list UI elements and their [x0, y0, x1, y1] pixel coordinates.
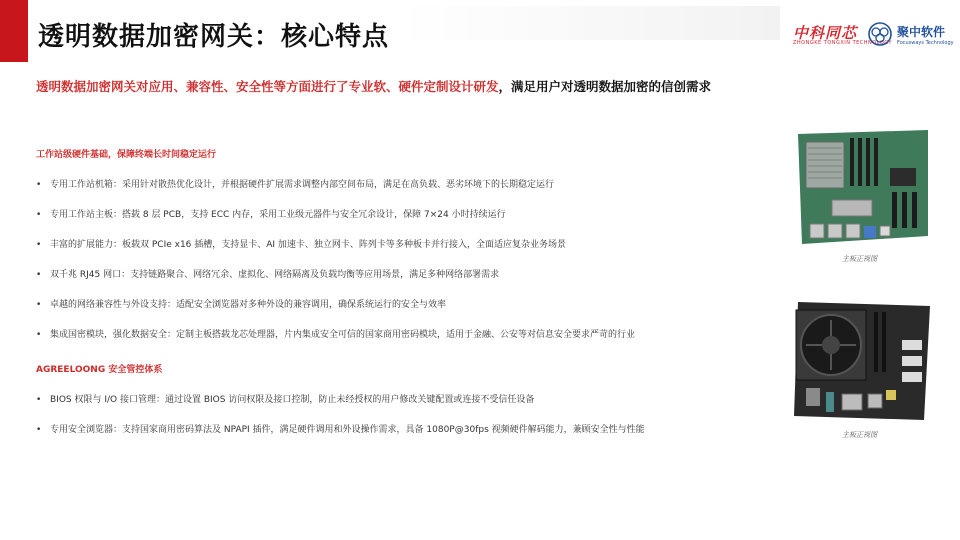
list-item: • 专用工作站机箱：采用针对散热优化设计，并根据硬件扩展需求调整内部空间布局，满足在高负载、恶劣环境下的长期稳定运行: [36, 180, 555, 190]
list-item: • BIOS 权限与 I/O 接口管理：通过设置 BIOS 访问权限及接口控制，防止未经授权的用户修改关键配置或连接不受信任设备: [36, 395, 535, 405]
page-title: 透明数据加密网关：核心特点: [38, 22, 390, 52]
subtitle-highlight: 透明数据加密网关对应用、兼容性、安全性等方面进行了专业软、硬件定制设计研发: [36, 79, 499, 94]
list-item: • 专用工作站主板：搭载 8 层 PCB，支持 ECC 内存，采用工业级元器件与安全冗余设计，保障 7×24 小时持续运行: [36, 210, 506, 220]
focusways-logo-icon: [868, 22, 892, 46]
list-item: • 专用安全浏览器：支持国家商用密码算法及 NPAPI 插件，满足硬件调用和外设操作需求，具备 1080P@30fps 视频硬件解码能力，兼顾安全性与性能: [36, 425, 645, 435]
title-fade-band: [400, 6, 780, 40]
focusways-logo: 聚中软件: [897, 25, 946, 39]
motherboard-image-1: [792, 128, 930, 246]
section-heading-hardware: 工作站级硬件基础，保障终端长时间稳定运行: [36, 150, 217, 160]
subtitle-rest: ，满足用户对透明数据加密的信创需求: [498, 79, 712, 94]
list-item: • 集成国密模块，强化数据安全：定制主板搭载龙芯处理器，片内集成安全可信的国家商用密码模块，适用于金融、公安等对信息安全要求严苛的行业: [36, 330, 636, 340]
section-heading-security: AGREELOONG 安全管控体系: [36, 365, 163, 375]
list-item: • 双千兆 RJ45 网口：支持链路聚合、网络冗余、虚拟化、网络隔离及负载均衡等应用场景，满足多种网络部署需求: [36, 270, 500, 280]
focusways-logo-sub: Focusways Technology: [897, 40, 954, 46]
list-item: • 卓越的网络兼容性与外设支持：适配安全浏览器对多种外设的兼容调用，确保系统运行的安全与效率: [36, 300, 447, 310]
image-caption-1: 主板正视图: [842, 255, 877, 263]
zhongke-logo: 中科同芯: [793, 24, 858, 42]
image-caption-2: 主板正视图: [842, 431, 877, 439]
zhongke-logo-sub: ZHONGKE TONGXIN TECHNOLOGY: [793, 40, 892, 46]
list-item: • 丰富的扩展能力：板载双 PCIe x16 插槽，支持显卡、AI 加速卡、独立网卡、阵列卡等多种板卡并行接入，全面适应复杂业务场景: [36, 240, 566, 250]
subtitle: [36, 77, 711, 95]
title-accent-bar: [0, 0, 28, 62]
title-bar: [0, 0, 960, 62]
motherboard-image-2: [790, 300, 932, 424]
